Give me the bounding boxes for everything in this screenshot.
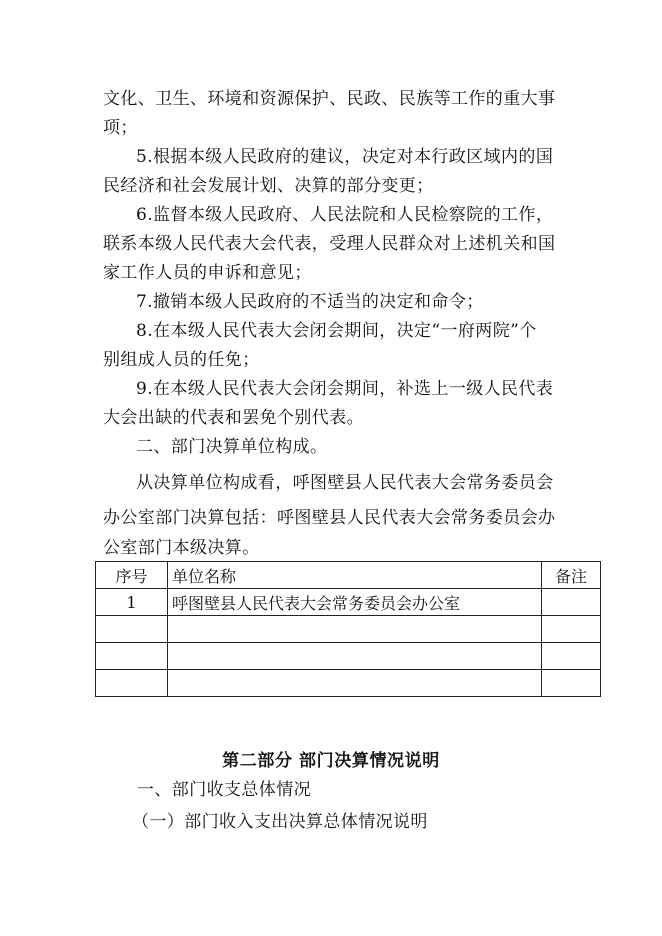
cell-remarks [542,589,601,616]
paragraph-line: 别组成人员的任免； [103,350,260,370]
header-serial-number: 序号 [96,562,168,589]
header-remarks: 备注 [542,562,601,589]
paragraph-line: 7.撤销本级人民政府的不适当的决定和命令； [136,292,484,312]
paragraph-line: 项； [103,118,138,138]
cell-serial-number [96,643,168,670]
paragraph-line: 5.根据本级人民政府的建议，决定对本行政区域内的国 [136,147,554,167]
table-header-row [96,562,601,589]
part-two-title: 第二部分 部门决算情况说明 [222,751,440,771]
cell-serial-number: 1 [96,589,168,616]
paragraph-line: 6.监督本级人民政府、人民法院和人民检察院的工作， [136,205,554,225]
paragraph-line: 文化、卫生、环境和资源保护、民政、民族等工作的重大事 [103,89,556,109]
unit-table [95,561,601,697]
paragraph-line: 大会出缺的代表和罢免个别代表。 [103,408,364,428]
section-heading: 一、部门收支总体情况 [137,780,311,800]
cell-serial-number [96,670,168,697]
table-row [96,589,601,616]
paragraph-line: 从决算单位构成看，呼图壁县人民代表大会常务委员会 [136,473,554,493]
cell-remarks [542,670,601,697]
cell-unit-name [168,670,542,697]
header-unit-name: 单位名称 [168,562,542,589]
cell-remarks [542,616,601,643]
table-row [96,670,601,697]
section-heading: 二、部门决算单位构成。 [136,437,328,457]
table-row [96,616,601,643]
subsection-heading: （一）部门收入支出决算总体情况说明 [132,812,428,832]
cell-remarks [542,643,601,670]
table-row [96,643,601,670]
cell-unit-name: 呼图壁县人民代表大会常务委员会办公室 [168,589,542,616]
paragraph-line: 8.在本级人民代表大会闭会期间，决定“一府两院”个 [136,321,537,341]
cell-unit-name [168,616,542,643]
paragraph-line: 联系本级人民代表大会代表，受理人民群众对上述机关和国 [103,234,556,254]
paragraph-line: 公室部门本级决算。 [103,538,260,558]
paragraph-line: 家工作人员的申诉和意见； [103,263,312,283]
cell-serial-number [96,616,168,643]
cell-unit-name [168,643,542,670]
paragraph-line: 9.在本级人民代表大会闭会期间，补选上一级人民代表 [136,379,554,399]
paragraph-line: 办公室部门决算包括：呼图壁县人民代表大会常务委员会办 [103,508,556,528]
paragraph-line: 民经济和社会发展计划、决算的部分变更； [103,176,434,196]
